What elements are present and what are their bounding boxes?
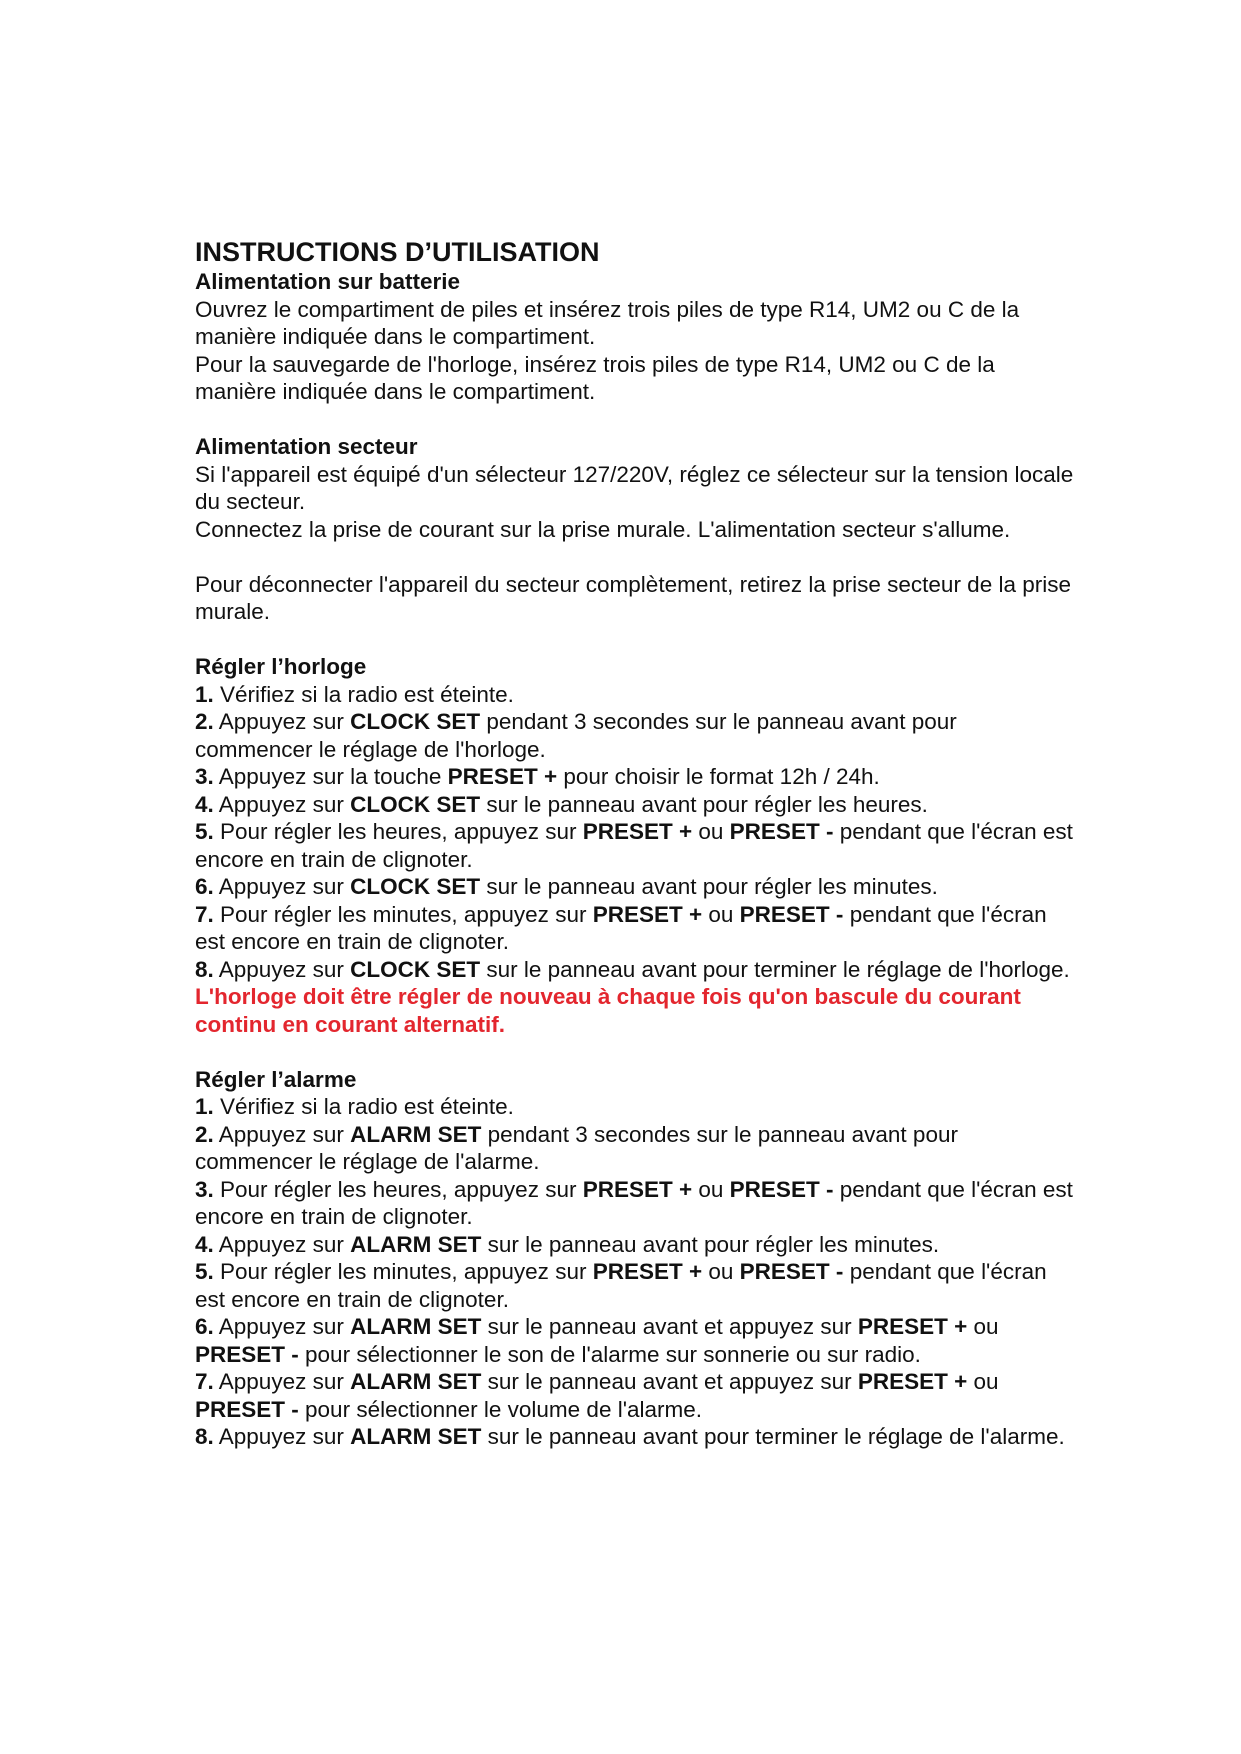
- step-keyword: CLOCK SET: [350, 791, 481, 817]
- step-text: pendant que l'écran est encore en train de clignoter.: [195, 1176, 1073, 1229]
- step-text: sur le panneau avant pour régler les minutes.: [480, 874, 938, 899]
- step-keyword: CLOCK SET: [350, 956, 481, 982]
- step-item: [195, 818, 1075, 873]
- step-text: ou: [692, 819, 730, 844]
- step-keyword: PRESET +: [582, 1176, 693, 1202]
- alarm-heading: Régler l’alarme: [195, 1066, 357, 1092]
- step-keyword: PRESET +: [592, 901, 703, 927]
- step-item: [195, 873, 1075, 901]
- alarm-steps-list: [195, 1093, 1075, 1451]
- step-number: 3.: [195, 764, 214, 789]
- step-text: Appuyez sur: [213, 1231, 351, 1257]
- step-keyword: CLOCK SET: [350, 874, 481, 899]
- step-keyword: PRESET +: [592, 1259, 703, 1284]
- step-item: [195, 1313, 1075, 1368]
- step-number: 8.: [195, 1424, 214, 1449]
- mains-paragraph-3: Pour déconnecter l'appareil du secteur complètement, retirez la prise secteur de la prise murale.: [195, 571, 1071, 624]
- step-text: Appuyez sur la touche: [213, 764, 448, 789]
- step-text: Appuyez sur: [213, 1121, 351, 1147]
- step-item: [195, 1258, 1075, 1313]
- mains-paragraph-1: Si l'appareil est équipé d'un sélecteur 127/220V, réglez ce sélecteur sur la tension locale du secteur.: [195, 461, 1074, 514]
- step-text: ou: [692, 1176, 730, 1202]
- step-text: Appuyez sur: [213, 1369, 351, 1394]
- step-keyword: ALARM SET: [350, 1369, 482, 1394]
- step-number: 5.: [195, 819, 214, 844]
- step-number: 2.: [195, 1121, 214, 1147]
- spacer: [195, 543, 1075, 571]
- step-text: Pour régler les heures, appuyez sur: [213, 819, 583, 844]
- step-keyword: PRESET +: [857, 1314, 968, 1339]
- clock-warning: L'horloge doit être régler de nouveau à chaque fois qu'on bascule du courant continu en courant alternatif.: [195, 984, 1021, 1037]
- step-text: pendant que l'écran est encore en train de clignoter.: [195, 901, 1047, 954]
- step-number: 8.: [195, 956, 214, 982]
- step-item: [195, 763, 1075, 791]
- step-text: sur le panneau avant pour terminer le réglage de l'alarme.: [481, 1424, 1065, 1449]
- step-text: Pour régler les minutes, appuyez sur: [213, 901, 593, 927]
- mains-heading: Alimentation secteur: [195, 434, 418, 459]
- step-text: ou: [967, 1314, 999, 1339]
- step-item: [195, 901, 1075, 956]
- step-text: Appuyez sur: [213, 956, 351, 982]
- step-text: Appuyez sur: [213, 709, 351, 734]
- step-keyword: PRESET -: [729, 1176, 834, 1202]
- step-item: [195, 1423, 1075, 1451]
- step-keyword: ALARM SET: [350, 1121, 482, 1147]
- step-keyword: CLOCK SET: [350, 709, 481, 734]
- step-item: [195, 1231, 1075, 1259]
- step-number: 1.: [195, 1094, 214, 1119]
- spacer: [195, 1038, 1075, 1066]
- step-text: ou: [702, 1259, 740, 1284]
- step-keyword: PRESET -: [739, 901, 844, 927]
- step-item: [195, 1093, 1075, 1121]
- step-item: [195, 1176, 1075, 1231]
- step-keyword: PRESET +: [447, 764, 558, 789]
- step-keyword: PRESET -: [195, 1341, 299, 1367]
- instruction-page: [195, 236, 1075, 1451]
- step-keyword: PRESET -: [729, 819, 834, 844]
- step-keyword: ALARM SET: [350, 1424, 482, 1449]
- step-text: Vérifiez si la radio est éteinte.: [213, 1094, 514, 1119]
- step-text: pour sélectionner le volume de l'alarme.: [298, 1396, 703, 1422]
- step-text: Vérifiez si la radio est éteinte.: [213, 681, 514, 707]
- step-text: pour choisir le format 12h / 24h.: [557, 764, 880, 789]
- step-text: Pour régler les minutes, appuyez sur: [213, 1259, 593, 1284]
- page-title: INSTRUCTIONS D’UTILISATION: [195, 237, 600, 267]
- step-number: 4.: [195, 1231, 214, 1257]
- step-keyword: ALARM SET: [350, 1231, 482, 1257]
- step-text: Appuyez sur: [213, 1424, 351, 1449]
- step-item: [195, 708, 1075, 763]
- step-text: sur le panneau avant pour régler les minutes.: [481, 1231, 940, 1257]
- step-item: [195, 1121, 1075, 1176]
- step-text: ou: [967, 1369, 999, 1394]
- step-text: sur le panneau avant pour terminer le réglage de l'horloge.: [480, 956, 1070, 982]
- step-text: Appuyez sur: [213, 874, 351, 899]
- step-number: 5.: [195, 1259, 214, 1284]
- step-number: 2.: [195, 709, 214, 734]
- step-keyword: PRESET -: [739, 1259, 844, 1284]
- mains-paragraph-2: Connectez la prise de courant sur la prise murale. L'alimentation secteur s'allume.: [195, 516, 1011, 542]
- step-item: [195, 956, 1075, 984]
- step-text: sur le panneau avant pour régler les heures.: [480, 791, 928, 817]
- step-text: Appuyez sur: [213, 1314, 351, 1339]
- step-text: Appuyez sur: [213, 791, 351, 817]
- step-text: Pour régler les heures, appuyez sur: [213, 1176, 583, 1202]
- battery-paragraph-1: Ouvrez le compartiment de piles et insérez trois piles de type R14, UM2 ou C de la manière indiquée dans le compartiment.: [195, 296, 1020, 349]
- step-number: 7.: [195, 901, 214, 927]
- step-text: pendant que l'écran est encore en train de clignoter.: [195, 819, 1073, 872]
- step-keyword: PRESET -: [195, 1396, 299, 1422]
- step-text: ou: [702, 901, 740, 927]
- step-number: 4.: [195, 791, 214, 817]
- step-keyword: PRESET +: [857, 1369, 968, 1394]
- battery-paragraph-2: Pour la sauvegarde de l'horloge, insérez trois piles de type R14, UM2 ou C de la manière indiquée dans le compartiment.: [195, 351, 995, 404]
- step-keyword: ALARM SET: [350, 1314, 482, 1339]
- step-text: pour sélectionner le son de l'alarme sur sonnerie ou sur radio.: [298, 1341, 921, 1367]
- step-item: [195, 1368, 1075, 1423]
- step-number: 1.: [195, 681, 214, 707]
- step-keyword: PRESET +: [582, 819, 693, 844]
- step-item: [195, 681, 1075, 709]
- step-text: pendant 3 secondes sur le panneau avant pour commencer le réglage de l'horloge.: [195, 709, 957, 762]
- step-number: 6.: [195, 1314, 214, 1339]
- step-number: 3.: [195, 1176, 214, 1202]
- step-number: 6.: [195, 874, 214, 899]
- step-text: sur le panneau avant et appuyez sur: [481, 1314, 858, 1339]
- battery-heading: Alimentation sur batterie: [195, 269, 461, 294]
- spacer: [195, 406, 1075, 434]
- clock-steps-list: [195, 681, 1075, 984]
- clock-heading: Régler l’horloge: [195, 654, 367, 679]
- step-number: 7.: [195, 1369, 214, 1394]
- step-text: pendant que l'écran est encore en train de clignoter.: [195, 1259, 1047, 1312]
- step-item: [195, 791, 1075, 819]
- step-text: pendant 3 secondes sur le panneau avant pour commencer le réglage de l'alarme.: [195, 1121, 958, 1174]
- step-text: sur le panneau avant et appuyez sur: [481, 1369, 858, 1394]
- spacer: [195, 626, 1075, 654]
